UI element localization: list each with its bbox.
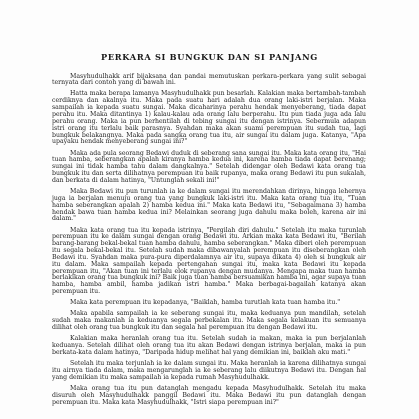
paragraph-1: Masyhudulhakk arif bijaksana dan pandai memutuskan perkara-perkara yang sulit sebagai ternyata dari contoh yang di bawah ini. bbox=[52, 72, 366, 87]
paragraph-6: Maka kata perempuan itu kepadanya, "Baiklah, hamba turutlah kata tuan hamba itu." bbox=[70, 299, 341, 307]
paragraph-10: Maka orang tua itu pun datanglah mengadu kepada Masyhudulhakk. Setelah itu maka disuruh oleh Masyhudulhakk panggil Bedawi itu. Maka Bedawi itu pun datanglah dengan perempuan itu. Maka kata Masyhudulhakk, "Istri siapa perempuan ini?" bbox=[52, 384, 366, 406]
paragraph-4: Maka Bedawi itu pun turunlah ia ke dalam sungai itu merendahkan dirinya, hingga lehernya juga ia berjalan menuju orang tua yang bungkuk laki-istri itu. Maka kata orang tua itu, "Tuan hamba seberangkan apalah 2) hamba kedua ini." Maka kata Bedawi itu, "Sebagaimana 3) hamba hendak bawa tuan hamba kedua ini? Melainkan seorang juga dahulu maka boleh, karena air ini dalam." bbox=[52, 188, 366, 223]
paragraph-5: Maka kata orang tua itu kepada istrinya, "Pergilah diri dahulu." Setelah itu maka turunlah perempuan itu ke dalam sungai dengan orang Bedawi itu. Arkian maka kata Bedawi itu, "Berilah barang-barang bekal-bekal tuan hamba dahulu, hamba seberangkan." Maka diberi oleh perempuan itu segala bekal-bekal itu. Setelah sudah maka dibawanyalah perempuan itu diseberangkan oleh Bedawi itu. Syahdan maka pura-pura diperdalamnya air itu, supaya dikata 4) oleh si bungkuk air itu dalam. Maka sampailah kepada pertengahan sungai itu, maka kata Bedawi itu kepada perempuan itu, "Akan tuan ini terlalu elok rupanya dengan mudanya. Mengapa maka tuan hamba berlakikan orang tua bungkuk ini? Baik juga tuan hamba bersuamikan hamba ini, agar supaya tuan hamba, hamba ambil, hamba jadikan istri hamba." Maka berbagai-bagailah katanya akan perempuan itu. bbox=[52, 226, 366, 296]
paragraph-3: Maka ada pula seorang Bedawi duduk di seberang sana sungai itu. Maka kata orang itu, "Hai tuan hamba, seberangkan apalah kiranya hamba kedua ini, karena hamba tiada dapat berenang; sungai ini tidak hamba tahu dalam dangkalnya." Setelah didengar oleh Bedawi kata orang tua bungkuk itu dan serta dilihatnya perempuan itu baik rupanya, maka orang Bedawi itu pun sukalah, dan berkata di dalam hatinya, "Untunglah sekali ini!" bbox=[52, 149, 366, 184]
paragraph-7: Maka apabila sampailah ia ke seberang sungai itu, maka keduanya pun mandilah, setelah sudah maka makanlah ia keduanya segala perbekalan itu. Maka segala kelakuan itu semuanya dilihat oleh orang tua bungkuk itu dan segala hal perempuan itu dengan Bedawi itu. bbox=[52, 310, 366, 332]
document-title: PERKARA SI BUNGKUK DAN SI PANJANG bbox=[101, 52, 318, 62]
body-text bbox=[52, 74, 366, 407]
paragraph-8: Kalakian maka heranlah orang tua itu. Setelah sudah ia makan, maka ia pun berjalanlah keduanya. Setelah dilihat oleh orang tua itu akan Bedawi dengan istrinya berjalan, maka ia pun berkata-kata dalam hatinya, "Daripada hidup melihat hal yang demikian ini, baiklah aku mati." bbox=[52, 335, 366, 356]
paragraph-2: Hatta maka berapa lamanya Masyhudulhakk pun besarlah. Kalakian maka bertambah-tambah cerdiknya dan akalnya itu. Maka pada suatu hari adalah dua orang laki-istri berjalan. Maka sampailah ia kepada suatu sungai. Maka dicaharinya perahu hendak menyeberang, tiada dapat perahu itu. Maka ditantinya 1) kalau-kalau ada orang lalu berperahu. Itu pun tiada juga ada lalu perahu orang. Maka ia pun berhentilah di tebing sungai itu dengan istrinya. Sebermula adapun istri orang itu terlalu baik parasnya. Syahdan maka akan suami perempuan itu sudah tua, lagi bungkuk belakangnya. Maka pada sangka orang tua itu, air sungai itu dalam juga. Katanya, "Apa upayaku hendak menyeberang sungai ini?" bbox=[52, 90, 366, 146]
paragraph-9: Setelah itu maka terjunlah ia ke dalam sungai itu. Maka heranlah ia karena dilihatnya sungai itu airnya tiada dalam, maka mengarunglah ia ke seberang lalu diikutnya Bedawi itu. Dengan hal yang demikian itu maka sampailah ia kepada rumah Masyhudulhakk. bbox=[52, 360, 366, 381]
